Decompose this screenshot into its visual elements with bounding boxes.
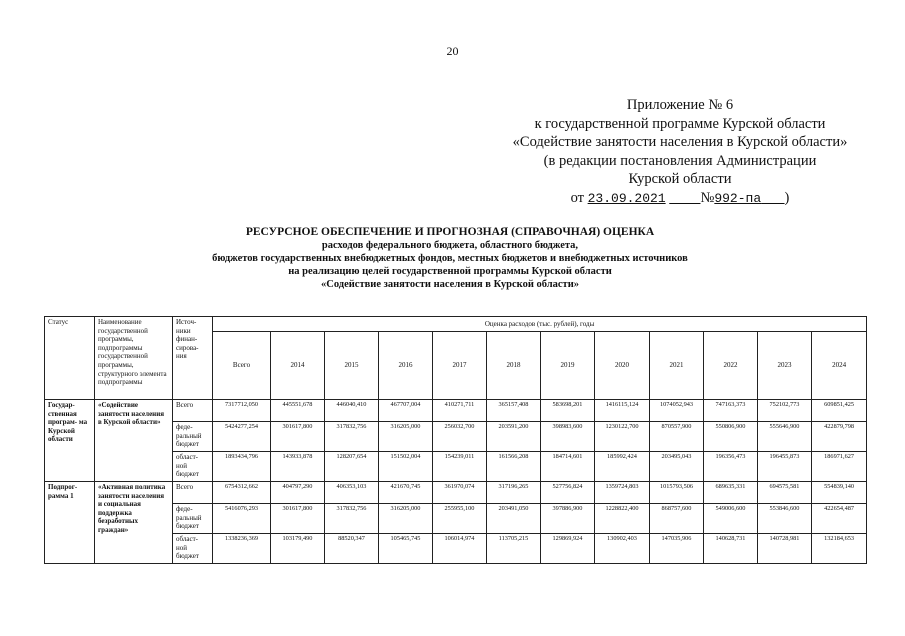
year-value-cell: 422879,798 (812, 422, 867, 452)
year-value-cell: 317832,756 (325, 422, 379, 452)
document-heading (40, 226, 860, 291)
year-value-cell: 467707,004 (379, 400, 433, 422)
heading-line-2: расходов федерального бюджета, областного бюджета, (321, 240, 579, 251)
year-value-cell: 421670,745 (379, 482, 433, 504)
year-value-cell: 752102,773 (758, 400, 812, 422)
year-value-cell: 316205,000 (379, 422, 433, 452)
year-value-cell: 553846,600 (758, 504, 812, 534)
year-value-cell: 186971,627 (812, 452, 867, 482)
year-value-cell: 130902,403 (595, 534, 650, 564)
header-col-year: 2024 (812, 332, 867, 400)
year-value-cell: 317832,756 (325, 504, 379, 534)
total-value-cell: 7317712,050 (213, 400, 271, 422)
year-value-cell: 129869,924 (541, 534, 595, 564)
year-value-cell: 397886,900 (541, 504, 595, 534)
year-value-cell: 410271,711 (433, 400, 487, 422)
source-cell: феде- ральный бюджет (173, 504, 213, 534)
appendix-program-name: «Содействие занятости населения в Курской области» (512, 134, 848, 150)
year-value-cell: 870557,900 (650, 422, 704, 452)
year-value-cell: 255955,100 (433, 504, 487, 534)
appendix-edition: (в редакции постановления Администрации (543, 152, 817, 169)
year-value-cell: 301617,800 (271, 504, 325, 534)
total-value-cell: 1338236,369 (213, 534, 271, 564)
program-name-cell: «Содействие занятости населения в Курской области» (95, 400, 173, 482)
year-value-cell: 1230122,700 (595, 422, 650, 452)
year-value-cell: 143933,878 (271, 452, 325, 482)
year-value-cell: 446040,410 (325, 400, 379, 422)
header-col-total: Всего (213, 332, 271, 400)
resource-table (44, 316, 867, 564)
year-value-cell: 161566,208 (487, 452, 541, 482)
year-value-cell: 554839,140 (812, 482, 867, 504)
year-value-cell: 203491,050 (487, 504, 541, 534)
decree-number: 992-па (714, 190, 762, 206)
year-value-cell: 203495,043 (650, 452, 704, 482)
year-value-cell: 689635,331 (704, 482, 758, 504)
year-value-cell: 747163,373 (704, 400, 758, 422)
year-value-cell: 445551,678 (271, 400, 325, 422)
year-value-cell: 203591,200 (487, 422, 541, 452)
date-prefix: от (570, 189, 584, 206)
year-value-cell: 609851,425 (812, 400, 867, 422)
year-value-cell: 868757,600 (650, 504, 704, 534)
header-col-year: 2019 (541, 332, 595, 400)
year-value-cell: 1416115,124 (595, 400, 650, 422)
appendix-program: к государственной программе Курской области (534, 115, 826, 132)
year-value-cell: 422654,487 (812, 504, 867, 534)
year-value-cell: 550806,900 (704, 422, 758, 452)
status-cell: Подпрог- рамма 1 (45, 482, 95, 564)
table-row (45, 400, 867, 422)
year-value-cell: 88520,347 (325, 534, 379, 564)
year-value-cell: 301617,800 (271, 422, 325, 452)
year-value-cell: 404797,290 (271, 482, 325, 504)
header-col-year: 2020 (595, 332, 650, 400)
heading-title: РЕСУРСНОЕ ОБЕСПЕЧЕНИЕ И ПРОГНОЗНАЯ (СПРАВОЧНАЯ) ОЦЕНКА (245, 226, 655, 238)
year-value-cell: 361970,074 (433, 482, 487, 504)
year-value-cell: 527756,824 (541, 482, 595, 504)
source-cell: Всего (173, 482, 213, 504)
header-col-year: 2021 (650, 332, 704, 400)
year-value-cell: 103179,490 (271, 534, 325, 564)
header-col-year: 2023 (758, 332, 812, 400)
year-value-cell: 555646,900 (758, 422, 812, 452)
source-cell: Всего (173, 400, 213, 422)
total-value-cell: 6754312,662 (213, 482, 271, 504)
table-row (45, 482, 867, 504)
year-value-cell: 105465,745 (379, 534, 433, 564)
year-value-cell: 196455,873 (758, 452, 812, 482)
header-source: Источ- ники финан- сирова- ния (173, 317, 213, 400)
header-col-year: 2018 (487, 332, 541, 400)
year-value-cell: 185992,424 (595, 452, 650, 482)
year-value-cell: 316205,000 (379, 504, 433, 534)
year-value-cell: 154239,011 (433, 452, 487, 482)
heading-line-3: бюджетов государственных внебюджетных фондов, местных бюджетов и внебюджетных источников (212, 253, 688, 264)
year-value-cell: 365157,408 (487, 400, 541, 422)
header-status: Статус (45, 317, 95, 400)
status-cell: Государ- ственная програм- ма Курской области (45, 400, 95, 482)
heading-line-4: на реализацию целей государственной программы Курской области (288, 266, 612, 277)
total-value-cell: 5424277,254 (213, 422, 271, 452)
header-col-year: 2022 (704, 332, 758, 400)
number-prefix: № (700, 189, 715, 206)
year-value-cell: 140728,981 (758, 534, 812, 564)
year-value-cell: 140628,731 (704, 534, 758, 564)
year-value-cell: 406353,103 (325, 482, 379, 504)
header-col-year: 2015 (325, 332, 379, 400)
year-value-cell: 398983,600 (541, 422, 595, 452)
header-col-year: 2014 (271, 332, 325, 400)
decree-line (470, 189, 890, 209)
decree-date: 23.09.2021 (587, 190, 666, 206)
header-col-year: 2017 (433, 332, 487, 400)
close-paren: ) (784, 189, 790, 206)
appendix-block (470, 96, 890, 208)
source-cell: област- ной бюджет (173, 452, 213, 482)
source-cell: феде- ральный бюджет (173, 422, 213, 452)
page-number: 20 (446, 44, 459, 58)
year-value-cell: 256032,700 (433, 422, 487, 452)
year-value-cell: 1359724,803 (595, 482, 650, 504)
table-body (45, 400, 867, 564)
header-estimate: Оценка расходов (тыс. рублей), годы (213, 317, 867, 332)
program-name-cell: «Активная политика занятости населения и социальная поддержка безработных граждан» (95, 482, 173, 564)
header-col-year: 2016 (379, 332, 433, 400)
year-value-cell: 1015793,506 (650, 482, 704, 504)
year-value-cell: 196356,473 (704, 452, 758, 482)
year-value-cell: 583698,201 (541, 400, 595, 422)
year-value-cell: 317196,265 (487, 482, 541, 504)
header-name: Наименование государственной программы, подпрограммы государственной программы, структурного элемента подпрограммы (95, 317, 173, 400)
year-value-cell: 106014,974 (433, 534, 487, 564)
year-value-cell: 128207,654 (325, 452, 379, 482)
heading-line-5: «Содействие занятости населения в Курской области» (320, 279, 580, 290)
appendix-region: Курской области (628, 171, 732, 187)
year-value-cell: 549006,600 (704, 504, 758, 534)
year-value-cell: 184714,601 (541, 452, 595, 482)
year-value-cell: 113705,215 (487, 534, 541, 564)
year-value-cell: 151502,004 (379, 452, 433, 482)
year-value-cell: 1228822,400 (595, 504, 650, 534)
appendix-title: Приложение № 6 (626, 97, 734, 113)
total-value-cell: 1893434,796 (213, 452, 271, 482)
year-value-cell: 1074052,943 (650, 400, 704, 422)
year-value-cell: 147035,906 (650, 534, 704, 564)
source-cell: област- ной бюджет (173, 534, 213, 564)
total-value-cell: 5416076,293 (213, 504, 271, 534)
year-value-cell: 132184,653 (812, 534, 867, 564)
year-value-cell: 694575,581 (758, 482, 812, 504)
